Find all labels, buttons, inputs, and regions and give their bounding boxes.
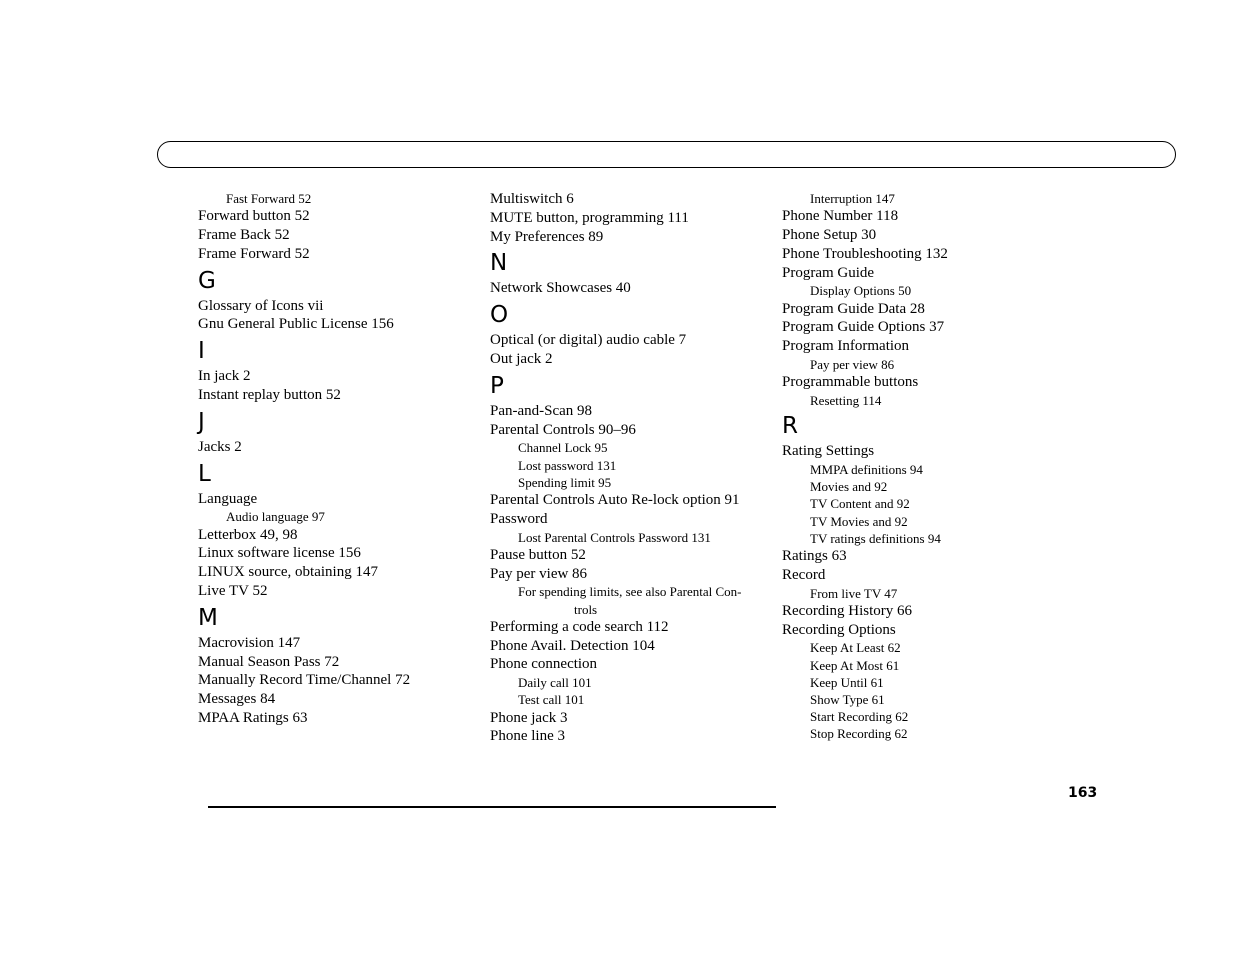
index-entry: Phone line 3 [490, 728, 565, 745]
index-column-3 [782, 190, 1062, 743]
index-entry: Ratings 63 [782, 548, 847, 564]
index-letter-heading: P [490, 372, 504, 399]
index-entry: Program Guide Data 28 [782, 300, 925, 317]
index-entry: Program Guide Options 37 [782, 319, 945, 336]
index-subentry: Channel Lock 95 [518, 440, 608, 456]
page-number: 163 [1068, 785, 1098, 801]
index-subentry: For spending limits, see also Parental Con- [518, 584, 742, 600]
index-entry: Pause button 52 [490, 546, 586, 563]
index-column-1 [198, 190, 478, 728]
index-letter-heading: G [198, 267, 216, 294]
index-entry: Phone Number 118 [782, 208, 899, 225]
index-entry: Manual Season Pass 72 [198, 653, 340, 670]
index-entry: Out jack 2 [490, 350, 553, 367]
index-entry: Optical (or digital) audio cable 7 [490, 332, 687, 349]
index-entry: Parental Controls Auto Re-lock option 91 [490, 491, 740, 508]
index-subentry: Keep At Least 62 [810, 640, 901, 656]
index-subentry: Show Type 61 [810, 692, 885, 707]
index-entry: My Preferences 89 [490, 228, 604, 245]
index-subentry: Lost Parental Controls Password 131 [518, 529, 711, 545]
index-entry: Language [198, 490, 258, 507]
header-bar [157, 141, 1176, 168]
index-entry: Recording History 66 [782, 602, 912, 619]
index-entry: Frame Back 52 [198, 227, 290, 243]
index-subentry: Start Recording 62 [810, 709, 909, 725]
index-entry: Manually Record Time/Channel 72 [198, 672, 411, 689]
index-subentry: Display Options 50 [810, 283, 912, 299]
index-subentry: Test call 101 [518, 692, 585, 708]
index-entry: MUTE button, programming 111 [490, 209, 689, 226]
index-subentry: Spending limit 95 [518, 474, 612, 490]
index-entry: Pan-and-Scan 98 [490, 402, 593, 419]
index-entry: Program Information [782, 338, 910, 355]
index-letter-heading: R [782, 413, 798, 440]
index-letter-heading: M [198, 604, 218, 631]
index-subentry: TV ratings definitions 94 [810, 530, 941, 546]
index-entry: MPAA Ratings 63 [198, 709, 308, 726]
index-subentry: Keep At Most 61 [810, 657, 900, 673]
index-entry: Network Showcases 40 [490, 280, 631, 297]
index-subentry: Stop Recording 62 [810, 726, 908, 742]
index-entry: Phone Avail. Detection 104 [490, 637, 655, 654]
index-subentry-continuation: trols [574, 601, 598, 617]
index-entry: Glossary of Icons vii [198, 297, 324, 314]
index-letter-heading: O [490, 302, 509, 329]
index-entry: Multiswitch 6 [490, 191, 574, 207]
index-entry: Frame Forward 52 [198, 245, 310, 262]
index-letter-heading: L [198, 460, 211, 487]
index-entry: In jack 2 [198, 368, 251, 385]
index-subentry: Resetting 114 [810, 392, 882, 408]
index-subentry: Movies and 92 [810, 479, 888, 495]
index-subentry: Daily call 101 [518, 675, 592, 691]
index-entry: Rating Settings [782, 443, 875, 460]
index-entry: Macrovision 147 [198, 634, 301, 651]
index-entry: Phone connection [490, 656, 598, 673]
index-subentry: From live TV 47 [810, 585, 898, 601]
index-entry: Program Guide [782, 264, 875, 281]
index-entry: Phone Setup 30 [782, 227, 877, 243]
index-subentry: TV Content and 92 [810, 496, 910, 512]
index-entry: Letterbox 49, 98 [198, 526, 298, 543]
index-entry: Live TV 52 [198, 582, 268, 599]
index-subentry: Lost password 131 [518, 457, 617, 473]
index-letter-heading: J [198, 408, 205, 435]
index-entry: Gnu General Public License 156 [198, 316, 394, 333]
index-entry: Performing a code search 112 [490, 618, 669, 635]
index-subentry: Audio language 97 [226, 509, 325, 525]
index-entry: Messages 84 [198, 691, 276, 708]
index-entry: Record [782, 566, 826, 583]
index-entry: Programmable buttons [782, 374, 919, 391]
index-subentry: Interruption 147 [810, 191, 895, 206]
index-column-2 [490, 190, 770, 746]
index-entry: Forward button 52 [198, 208, 310, 225]
index-letter-heading: I [198, 338, 205, 365]
index-subentry: TV Movies and 92 [810, 513, 908, 529]
index-entry: Parental Controls 90–96 [490, 421, 636, 438]
index-entry: Instant replay button 52 [198, 386, 341, 403]
index-entry: LINUX source, obtaining 147 [198, 564, 378, 581]
index-entry: Phone Troubleshooting 132 [782, 245, 948, 262]
index-entry: Jacks 2 [198, 438, 242, 455]
index-subentry: Pay per view 86 [810, 356, 895, 372]
index-letter-heading: N [490, 250, 508, 277]
index-entry: Password [490, 510, 548, 527]
index-subentry: MMPA definitions 94 [810, 461, 923, 477]
index-entry: Pay per view 86 [490, 565, 588, 582]
index-entry: Linux software license 156 [198, 545, 361, 562]
footer-rule [208, 806, 776, 808]
index-entry: Recording Options [782, 621, 896, 638]
index-entry: Phone jack 3 [490, 709, 568, 726]
index-subentry: Keep Until 61 [810, 674, 884, 690]
index-subentry: Fast Forward 52 [226, 191, 312, 206]
